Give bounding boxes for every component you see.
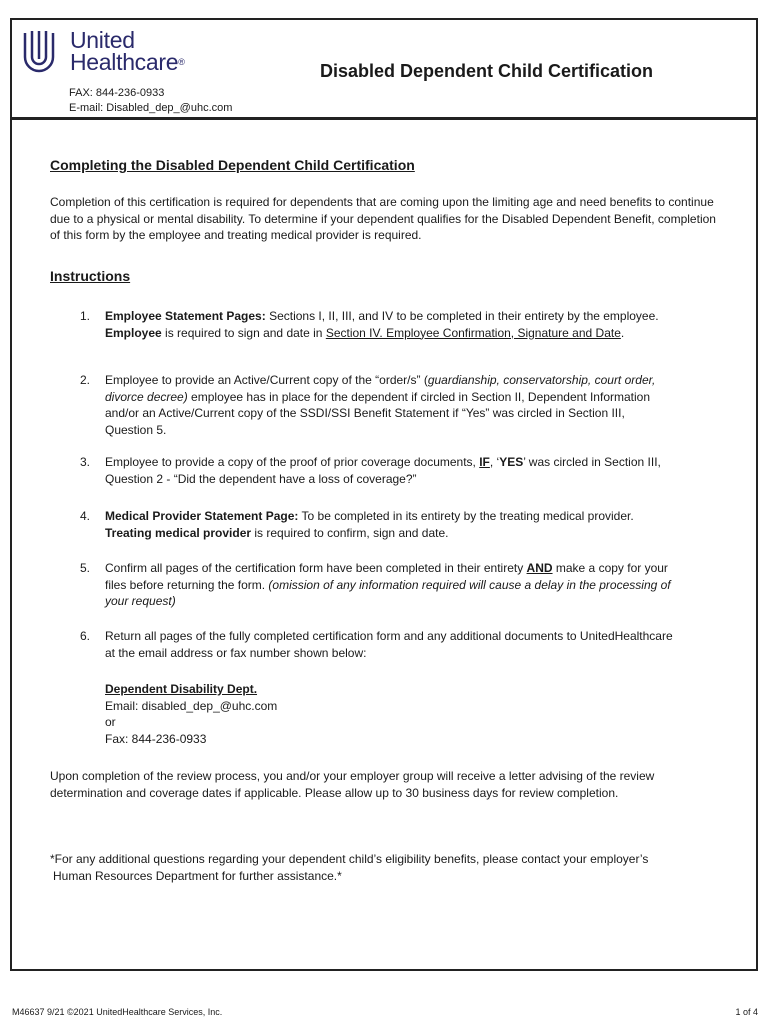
- item-text: [105, 454, 675, 487]
- item-bold: Medical Provider Statement Page:: [105, 509, 299, 523]
- item-bold: Treating medical provider: [105, 525, 252, 540]
- contact-dept: Dependent Disability Dept.: [105, 682, 258, 696]
- item-number: 2.: [80, 373, 91, 387]
- item-text: [105, 560, 675, 610]
- item-number: 6.: [80, 629, 91, 643]
- contact-block: [105, 681, 277, 747]
- logo-line1: United: [70, 27, 135, 53]
- yes-emphasis: YES: [499, 455, 524, 469]
- intro-heading: Completing the Disabled Dependent Child Certification: [50, 157, 415, 173]
- if-emphasis: IF: [479, 455, 490, 469]
- item-text-part: employee has in place for the dependent if circled in Section II, Dependent Information and/or an Active/Current copy of the SSDI/SSI Benefit Statement if “Yes” was circled in Section III, Question 5.: [105, 389, 650, 437]
- item-text-part: ’ was circled in Section III, Question 2 - “Did the dependent have a loss of coverage?”: [105, 455, 661, 486]
- item-text-part: make a copy for your files before returning the form.: [105, 561, 668, 592]
- footer-form-id: M46637 9/21 ©2021 UnitedHealthcare Services, Inc.: [12, 1007, 223, 1017]
- header-email: E-mail: Disabled_dep_@uhc.com: [69, 102, 233, 114]
- item-text: [105, 508, 675, 541]
- body-frame: [10, 118, 758, 971]
- section-iv-reference: Section IV. Employee Confirmation, Signature and Date: [325, 325, 621, 340]
- item-text-part: is required to sign and date in: [161, 325, 326, 340]
- logo-registered-mark: ®: [178, 57, 185, 67]
- item-bold: Employee: [105, 325, 162, 340]
- item-text-part: Sections I, II, III, and IV to be completed in their entirety by the employee.: [265, 309, 659, 323]
- intro-text: Completion of this certification is required for dependents that are coming upon the limiting age and need benefits to continue due to a physical or mental disability. To determine if your dependent qualifies for the Disabled Dependent Benefit, completion of this form by the employee and treating medical provider is required.: [50, 195, 716, 242]
- item-bold: Employee Statement Pages:: [105, 309, 266, 323]
- contact-fax: Fax: 844-236-0933: [105, 731, 207, 746]
- item-number: 3.: [80, 455, 91, 469]
- item-text-part: Employee to provide an Active/Current copy of the “order/s” (: [105, 373, 428, 387]
- uhc-logo-icon: [22, 29, 60, 81]
- logo-wordmark: [70, 29, 185, 73]
- item-text-part: , ‘: [489, 455, 500, 469]
- item-italic: guardianship, conservatorship, court order, divorce decree): [105, 373, 656, 404]
- and-emphasis: AND: [526, 561, 553, 575]
- item-text: [105, 372, 675, 438]
- item-number: 1.: [80, 309, 91, 323]
- contact-email[interactable]: Email: disabled_dep_@uhc.com: [105, 698, 278, 713]
- header-fax: FAX: 844-236-0933: [69, 87, 165, 99]
- review-text: Upon completion of the review process, you and/or your employer group will receive a letter advising of the review determination and coverage dates if applicable. Please allow up to 30 business days for review completion.: [50, 769, 655, 800]
- note-line-1: *For any additional questions regarding your dependent child’s eligibility benefits, please contact your employer’s: [50, 852, 649, 866]
- item-number: 4.: [80, 509, 91, 523]
- note-line-2: Human Resources Department for further assistance.*: [53, 868, 342, 883]
- footer-page-number: 1 of 4: [735, 1007, 758, 1017]
- item-text-part: Confirm all pages of the certification form have been completed in their entirety: [105, 561, 527, 575]
- contact-or: or: [105, 715, 116, 729]
- instructions-heading: Instructions: [50, 268, 131, 284]
- header-contact: [69, 86, 232, 116]
- item-text: Return all pages of the fully completed certification form and any additional documents to UnitedHealthcare at the email address or fax number shown below:: [105, 629, 673, 660]
- questions-note: [50, 851, 720, 884]
- item-text-part: .: [620, 325, 625, 340]
- item-text-part: To be completed in its entirety by the treating medical provider.: [298, 509, 634, 523]
- item-text: [105, 308, 675, 341]
- logo-line2: Healthcare: [70, 49, 179, 75]
- item-text-part: Employee to provide a copy of the proof of prior coverage documents,: [105, 455, 480, 469]
- item-number: 5.: [80, 561, 91, 575]
- document-title: Disabled Dependent Child Certification: [320, 61, 654, 81]
- item-italic: (omission of any information required will cause a delay in the processing of your request): [105, 577, 671, 608]
- item-text-part: is required to confirm, sign and date.: [251, 525, 449, 540]
- unitedhealthcare-logo: [22, 29, 212, 81]
